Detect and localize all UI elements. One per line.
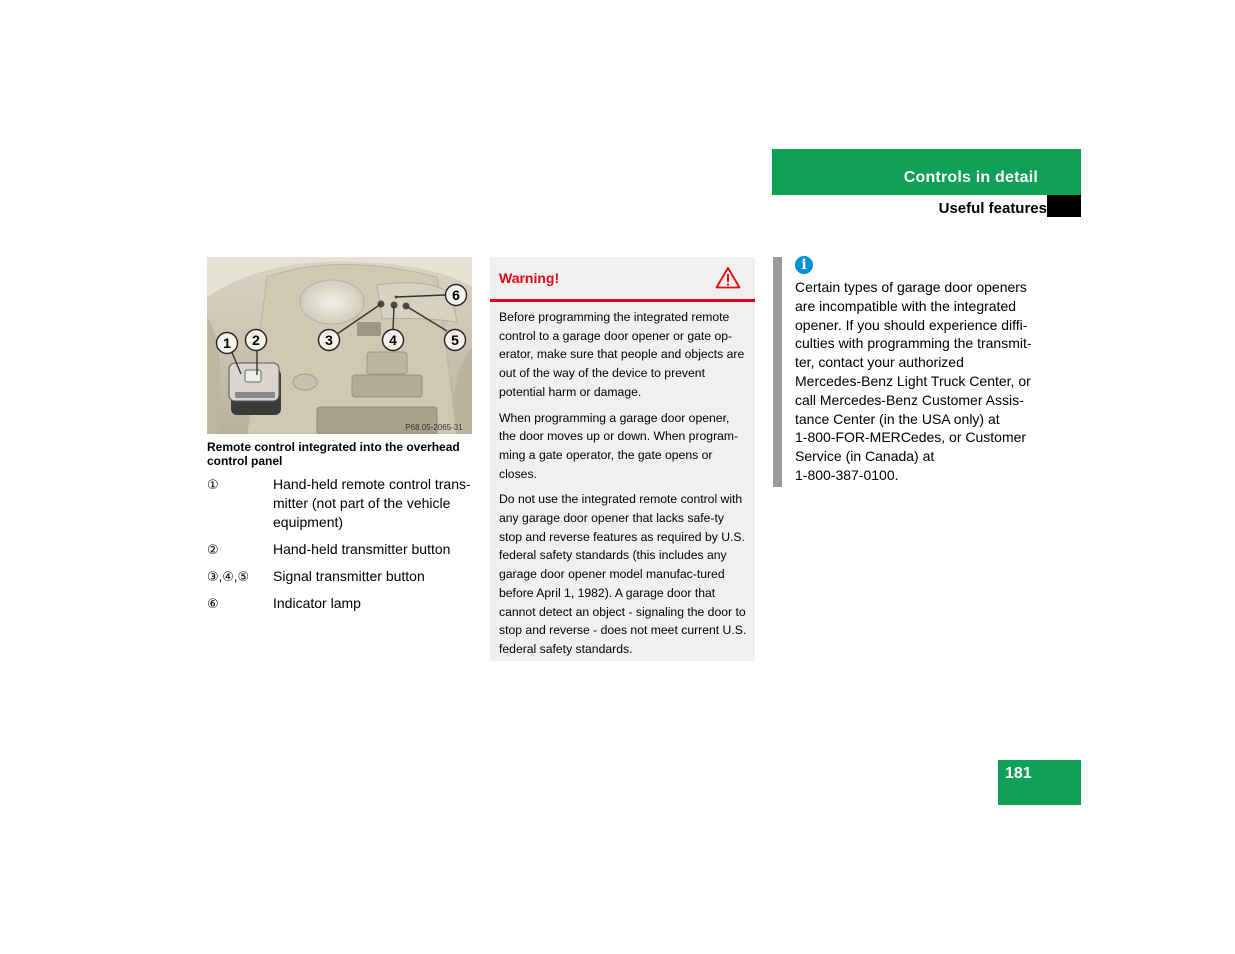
legend-text: Hand-held transmitter button [273,541,451,557]
legend-text: Hand-held remote control trans-mitter (not part of the vehicle equipment) [273,476,471,530]
note-line: culties with programming the transmit- [795,335,1032,352]
callout-2-label: 2 [252,332,260,348]
header-marker-block [1047,195,1081,217]
callout-6-label: 6 [452,287,460,303]
callout-3 [319,330,340,351]
info-icon: i [795,256,813,274]
page-number-tab [998,760,1081,805]
note-line: tance Center (in the USA only) at [795,410,1000,427]
page-number: 181 [1005,765,1032,782]
legend-text: Indicator lamp [273,595,361,611]
note-line: Mercedes-Benz Light Truck Center, or [795,372,1031,389]
callout-6 [446,285,467,306]
note-line: are incompatible with the integrated [795,297,1017,314]
note-line: 1-800-387-0100. [795,466,899,483]
figure-legend [207,475,475,621]
legend-item [207,475,475,532]
legend-number: ⑥ [207,596,219,611]
warning-paragraph: When programming a garage door opener, the door moves up or down. When program-ming a gate operator, the gate opens or closes. [499,410,739,481]
legend-item [207,594,475,613]
warning-box [490,257,755,661]
warning-title: Warning! [499,270,560,286]
note-line: 1-800-FOR-MERCedes, or Customer [795,429,1027,446]
warning-paragraph: Before programming the integrated remote control to a garage door opener or gate op-erator, make sure that people and objects are out of the way of the device to prevent potential harm or damage. [499,310,745,399]
warning-triangle-icon [715,266,741,289]
callout-4-label: 4 [389,332,397,348]
warning-header [490,257,755,302]
warning-paragraph: Do not use the integrated remote control with any garage door opener that lacks safe-ty stop and reverse features as required by U.S. federal safety standards (this includes any garage door opener model manufac-tured before April 1, 1982). A garage door that cannot detect an object - signaling the door to stop and reverse - does not meet current U.S. federal safety standards. [499,492,747,656]
warning-body [490,302,755,659]
legend-number: ① [207,477,219,492]
section-header-band [772,149,1081,195]
legend-number: ② [207,542,219,557]
legend-text: Signal transmitter button [273,568,425,584]
note-side-bar [773,257,782,487]
note-line: call Mercedes-Benz Customer Assis- [795,391,1024,408]
overhead-panel-illustration [207,257,472,434]
legend-number: ③,④,⑤ [207,569,250,584]
callout-2 [246,330,267,351]
legend-item [207,567,475,586]
callout-4 [383,330,404,351]
note-line: Service (in Canada) at [795,448,935,465]
callout-5 [445,330,466,351]
legend-item [207,540,475,559]
callout-1 [217,333,238,354]
handheld-transmitter [229,363,281,415]
callout-5-label: 5 [451,332,459,348]
note-line: opener. If you should experience diffi- [795,316,1028,333]
overhead-panel-drawing [207,257,472,434]
callout-1-label: 1 [223,335,231,351]
section-title: Controls in detail [903,169,1038,186]
figure-caption: Remote control integrated into the overhead control panel [207,440,460,468]
figure-code: P68.05-2065-31 [405,423,463,432]
note-text [795,278,1045,485]
callout-3-label: 3 [325,332,333,348]
subsection-title: Useful features [938,200,1047,217]
note-line: Certain types of garage door openers [795,279,1027,295]
note-line: ter, contact your authorized [795,354,964,371]
